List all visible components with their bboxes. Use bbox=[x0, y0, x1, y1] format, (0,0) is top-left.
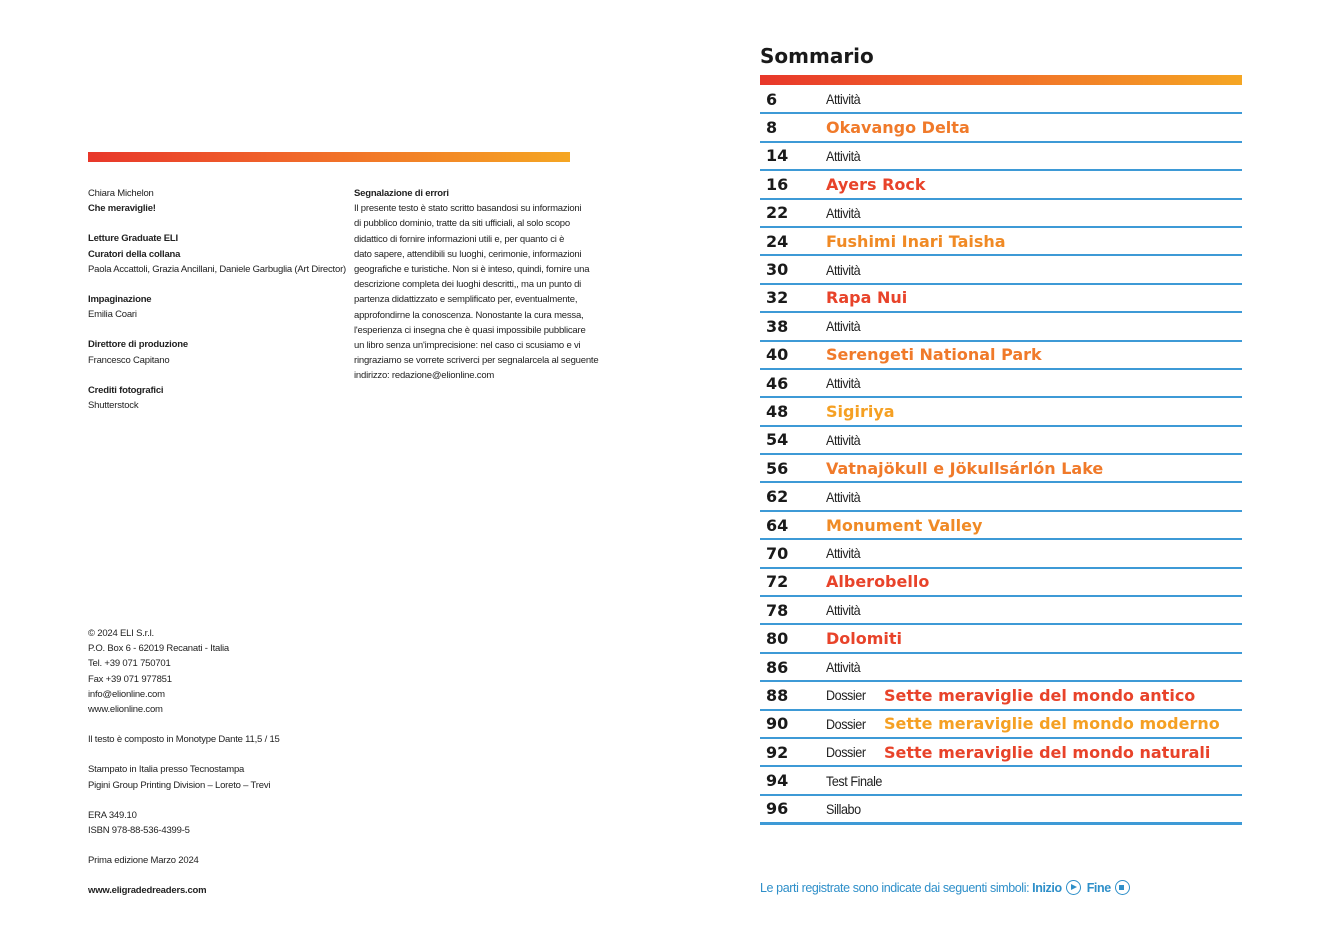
toc-page-number: 6 bbox=[766, 89, 778, 109]
layout-heading: Impaginazione bbox=[88, 294, 152, 306]
toc-chapter-title[interactable]: Alberobello bbox=[826, 572, 930, 592]
toc-page-number: 46 bbox=[766, 373, 789, 393]
colophon bbox=[88, 186, 346, 428]
edition: Prima edizione Marzo 2024 bbox=[88, 855, 199, 867]
toc-chapter-title[interactable]: Fushimi Inari Taisha bbox=[826, 231, 1006, 251]
left-gradient-bar bbox=[88, 152, 570, 162]
toc-row[interactable] bbox=[760, 569, 1242, 597]
toc-row[interactable] bbox=[760, 342, 1242, 370]
toc-page-number: 86 bbox=[766, 657, 789, 677]
play-icon bbox=[1066, 880, 1081, 895]
error-line: didattico di fornire informazioni utili e, per quanto ci è bbox=[354, 233, 565, 245]
error-line: Il presente testo è stato scritto basandosi su informazioni bbox=[354, 203, 582, 215]
error-line: geografiche e turistiche. Non si è inteso, quindi, fornire una bbox=[354, 264, 590, 276]
toc-title: Sommario bbox=[760, 44, 874, 68]
printed-line-2: Pigini Group Printing Division – Loreto – Trevi bbox=[88, 779, 271, 791]
toc-page-number: 88 bbox=[766, 685, 789, 705]
toc-page-number: 72 bbox=[766, 572, 789, 592]
toc-section-label: Attività bbox=[826, 147, 861, 164]
toc-row[interactable] bbox=[760, 370, 1242, 398]
toc-page-number: 22 bbox=[766, 203, 789, 223]
typeface: Il testo è composto in Monotype Dante 11,5 / 15 bbox=[88, 734, 280, 746]
toc-row[interactable] bbox=[760, 171, 1242, 199]
error-line: partenza didattizzato e semplificato per, eventualmente, bbox=[354, 294, 578, 306]
error-line: l'esperienza ci insegna che è quasi impossibile pubblicare bbox=[354, 324, 586, 336]
toc-row[interactable] bbox=[760, 427, 1242, 455]
error-report bbox=[354, 186, 598, 384]
photo-heading: Crediti fotografici bbox=[88, 384, 164, 396]
stop-icon bbox=[1115, 880, 1130, 895]
toc-chapter-title[interactable]: Serengeti National Park bbox=[826, 345, 1042, 365]
start-label: Inizio bbox=[1032, 880, 1062, 895]
toc-row[interactable] bbox=[760, 285, 1242, 313]
toc-row[interactable] bbox=[760, 767, 1242, 795]
error-line: ringraziamo se vorrete scriverci per segnalarcela al seguente bbox=[354, 355, 599, 367]
toc-section-label: Sillabo bbox=[826, 800, 861, 817]
toc-row[interactable] bbox=[760, 483, 1242, 511]
toc-chapter-title[interactable]: Sette meraviglie del mondo naturali bbox=[884, 742, 1211, 762]
toc-page-number: 40 bbox=[766, 345, 789, 365]
error-line: approfondirne la conoscenza. Nonostante la cura messa, bbox=[354, 309, 584, 321]
toc-section-label: Attività bbox=[826, 261, 861, 278]
toc-page-number: 64 bbox=[766, 515, 789, 535]
toc-row[interactable] bbox=[760, 625, 1242, 653]
error-line: di pubblico dominio, tratte da siti ufficiali, al solo scopo bbox=[354, 218, 570, 230]
toc-page-number: 8 bbox=[766, 118, 778, 138]
toc-chapter-title[interactable]: Rapa Nui bbox=[826, 288, 908, 308]
production-name: Francesco Capitano bbox=[88, 354, 170, 366]
toc-row[interactable] bbox=[760, 256, 1242, 284]
curators-heading: Curatori della collana bbox=[88, 248, 181, 260]
series-heading: Letture Graduate ELI bbox=[88, 233, 178, 245]
toc-page-number: 30 bbox=[766, 260, 789, 280]
printed-line-1: Stampato in Italia presso Tecnostampa bbox=[88, 764, 245, 776]
error-line: dato sapere, attendibili su luoghi, cerimonie, informazioni bbox=[354, 248, 582, 260]
toc-row[interactable] bbox=[760, 796, 1242, 825]
copyright: © 2024 ELI S.r.l. bbox=[88, 628, 154, 639]
toc-chapter-title[interactable]: Sette meraviglie del mondo antico bbox=[884, 685, 1196, 705]
toc-row[interactable] bbox=[760, 540, 1242, 568]
toc-row[interactable] bbox=[760, 398, 1242, 426]
toc-page-number: 90 bbox=[766, 714, 789, 734]
toc-section-label: Attività bbox=[826, 318, 861, 335]
toc-section-label: Dossier bbox=[826, 687, 866, 704]
email: info@elionline.com bbox=[88, 688, 165, 700]
toc-page-number: 32 bbox=[766, 288, 789, 308]
end-label: Fine bbox=[1086, 880, 1111, 895]
toc-section-label: Attività bbox=[826, 488, 861, 505]
production-heading: Direttore di produzione bbox=[88, 339, 188, 351]
photo-name: Shutterstock bbox=[88, 400, 139, 412]
toc-row[interactable] bbox=[760, 455, 1242, 483]
toc-row[interactable] bbox=[760, 512, 1242, 540]
toc-section-label: Attività bbox=[826, 602, 861, 619]
toc-chapter-title[interactable]: Ayers Rock bbox=[826, 174, 926, 194]
toc-row[interactable] bbox=[760, 200, 1242, 228]
toc-section-label: Attività bbox=[826, 431, 861, 448]
toc-row[interactable] bbox=[760, 711, 1242, 739]
toc-page-number: 92 bbox=[766, 742, 789, 762]
toc-page-number: 38 bbox=[766, 316, 789, 336]
toc-section-label: Test Finale bbox=[826, 772, 882, 789]
toc-section-label: Attività bbox=[826, 91, 861, 108]
error-line: indirizzo: redazione@elionline.com bbox=[354, 370, 495, 382]
toc-page-number: 16 bbox=[766, 174, 789, 194]
site-link[interactable]: www.eligradedreaders.com bbox=[88, 885, 207, 897]
toc-row[interactable] bbox=[760, 114, 1242, 142]
fax: Fax +39 071 977851 bbox=[88, 673, 172, 685]
author: Chiara Michelon bbox=[88, 188, 154, 199]
toc-page-number: 14 bbox=[766, 146, 789, 166]
toc-chapter-title[interactable]: Monument Valley bbox=[826, 515, 983, 535]
table-of-contents bbox=[760, 86, 1242, 825]
web: www.elionline.com bbox=[88, 704, 163, 716]
toc-row[interactable] bbox=[760, 143, 1242, 171]
address: P.O. Box 6 - 62019 Recanati - Italia bbox=[88, 643, 230, 655]
toc-row[interactable] bbox=[760, 86, 1242, 114]
toc-chapter-title[interactable]: Okavango Delta bbox=[826, 118, 970, 138]
toc-page-number: 24 bbox=[766, 231, 789, 251]
error-heading: Segnalazione di errori bbox=[354, 188, 449, 199]
toc-row[interactable] bbox=[760, 739, 1242, 767]
toc-chapter-title[interactable]: Vatnajökull e Jökullsárlón Lake bbox=[826, 458, 1104, 478]
toc-section-label: Dossier bbox=[826, 715, 866, 732]
toc-row[interactable] bbox=[760, 597, 1242, 625]
toc-row[interactable] bbox=[760, 228, 1242, 256]
tel: Tel. +39 071 750701 bbox=[88, 658, 171, 670]
toc-row[interactable] bbox=[760, 682, 1242, 710]
toc-gradient-bar bbox=[760, 75, 1242, 85]
audio-legend-text: Le parti registrate sono indicate dai seguenti simboli: bbox=[760, 880, 1030, 895]
toc-page-number: 94 bbox=[766, 771, 789, 791]
toc-section-label: Attività bbox=[826, 375, 861, 392]
era-code: ERA 349.10 bbox=[88, 809, 137, 821]
error-line: descrizione completa dei luoghi descritti,, ma un punto di bbox=[354, 279, 582, 291]
layout-name: Emilia Coari bbox=[88, 309, 137, 321]
toc-chapter-title[interactable]: Dolomiti bbox=[826, 629, 903, 649]
audio-legend bbox=[760, 880, 1136, 895]
toc-page-number: 56 bbox=[766, 458, 789, 478]
toc-page-number: 54 bbox=[766, 430, 789, 450]
curators: Paola Accattoli, Grazia Ancillani, Daniele Garbuglia (Art Director) bbox=[88, 263, 346, 275]
isbn: ISBN 978-88-536-4399-5 bbox=[88, 825, 190, 837]
toc-section-label: Attività bbox=[826, 204, 861, 221]
toc-section-label: Attività bbox=[826, 659, 861, 675]
toc-section-label: Dossier bbox=[826, 744, 866, 761]
toc-page-number: 78 bbox=[766, 600, 789, 620]
toc-page-number: 62 bbox=[766, 487, 789, 507]
book-title: Che meraviglie! bbox=[88, 203, 156, 215]
imprint bbox=[88, 626, 280, 899]
toc-row[interactable] bbox=[760, 313, 1242, 341]
toc-chapter-title[interactable]: Sette meraviglie del mondo moderno bbox=[884, 714, 1220, 734]
toc-page-number: 80 bbox=[766, 629, 789, 649]
error-line: un libro senza un'imprecisione: nel caso ci scusiamo e vi bbox=[354, 340, 581, 352]
toc-chapter-title[interactable]: Sigiriya bbox=[826, 401, 895, 421]
toc-row[interactable] bbox=[760, 654, 1242, 682]
toc-section-label: Attività bbox=[826, 545, 861, 562]
toc-page-number: 96 bbox=[766, 799, 789, 819]
toc-page-number: 70 bbox=[766, 543, 789, 563]
toc-page-number: 48 bbox=[766, 401, 789, 421]
